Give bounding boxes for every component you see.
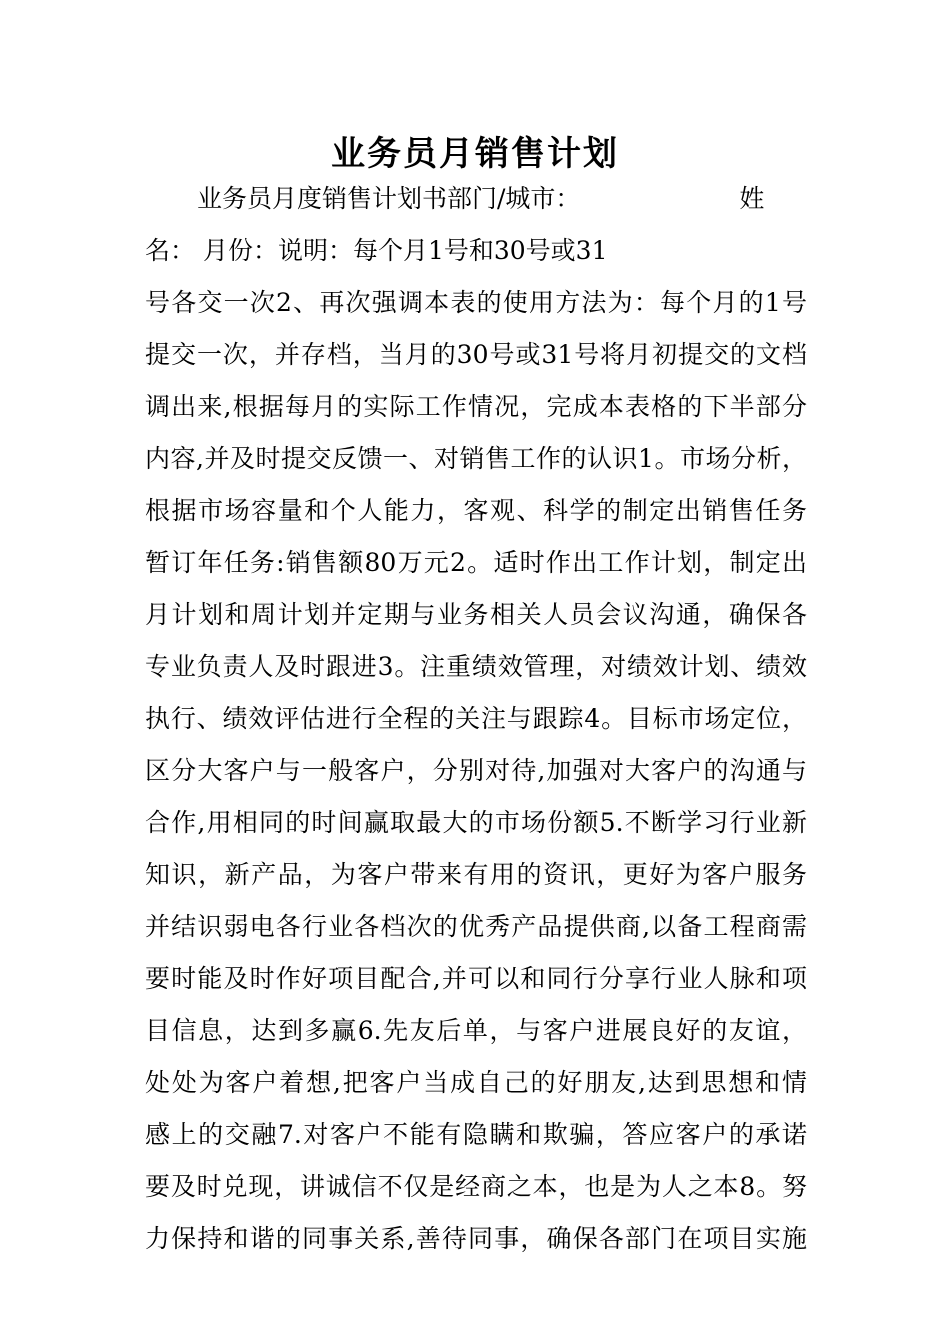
paragraph-line-text: 业务员月度销售计划书部门/城市： 姓 [197,184,765,213]
paragraph-line: 感上的交融7.对客户不能有隐瞒和欺骗，答应客户的承诺 [145,1120,807,1149]
paragraph-line: 目信息，达到多赢6.先友后单，与客户进展良好的友谊， [145,1016,807,1045]
paragraph-line: 名： 月份：说明：每个月1号和30号或31 [145,236,608,265]
paragraph-line: 月计划和周计划并定期与业务相关人员会议沟通，确保各 [145,600,807,629]
paragraph-line: 提交一次，并存档，当月的30号或31号将月初提交的文档 [145,340,807,369]
paragraph-line: 合作,用相同的时间赢取最大的市场份额5.不断学习行业新 [145,808,807,837]
document-title: 业务员月销售计划 [331,134,619,174]
paragraph-line: 力保持和谐的同事关系,善待同事，确保各部门在项目实施 [145,1224,807,1253]
paragraph-line: 调出来,根据每月的实际工作情况，完成本表格的下半部分 [145,392,807,421]
paragraph-line [197,184,807,214]
paragraph-line: 知识，新产品，为客户带来有用的资讯，更好为客户服务 [145,860,807,889]
paragraph-line: 区分大客户与一般客户，分别对待,加强对大客户的沟通与 [145,756,807,785]
paragraph-line: 处处为客户着想,把客户当成自己的好朋友,达到思想和情 [145,1068,807,1097]
paragraph-line: 要及时兑现，讲诚信不仅是经商之本，也是为人之本8。努 [145,1172,807,1201]
paragraph-line: 号各交一次2、再次强调本表的使用方法为：每个月的1号 [145,288,807,317]
paragraph-line: 并结识弱电各行业各档次的优秀产品提供商,以备工程商需 [145,912,807,941]
paragraph-line: 暂订年任务:销售额80万元2。适时作出工作计划，制定出 [145,548,807,577]
paragraph-line: 内容,并及时提交反馈一、对销售工作的认识1。市场分析， [145,444,807,473]
paragraph-line: 根据市场容量和个人能力，客观、科学的制定出销售任务 [145,496,807,525]
paragraph-line: 执行、绩效评估进行全程的关注与跟踪4。目标市场定位， [145,704,807,733]
paragraph-line: 专业负责人及时跟进3。注重绩效管理，对绩效计划、绩效 [145,652,807,681]
paragraph-line: 要时能及时作好项目配合,并可以和同行分享行业人脉和项 [145,964,807,993]
